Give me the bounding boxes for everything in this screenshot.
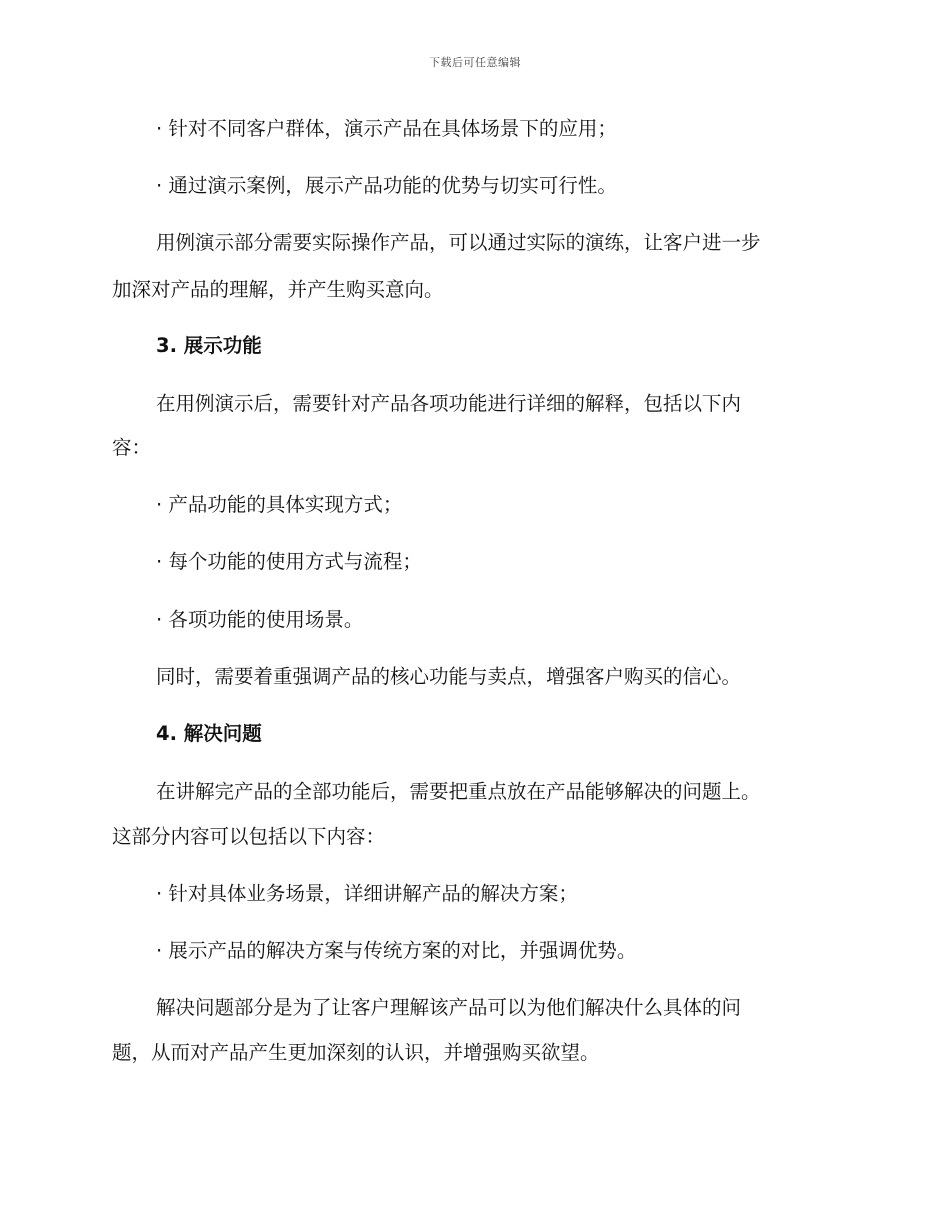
paragraph-line: 在用例演示后，需要针对产品各项功能进行详细的解释，包括以下内 — [156, 392, 742, 415]
paragraph-line: 题，从而对产品产生更加深刻的认识，并增强购买欲望。 — [112, 1041, 600, 1064]
paragraph-line: 加深对产品的理解，并产生购买意向。 — [112, 278, 444, 301]
bullet-item: · 针对具体业务场景，详细讲解产品的解决方案； — [156, 882, 578, 905]
paragraph-line: 同时，需要着重强调产品的核心功能与卖点，增强客户购买的信心。 — [156, 665, 742, 688]
paragraph-line: 在讲解完产品的全部功能后，需要把重点放在产品能够解决的问题上。 — [156, 780, 761, 803]
section-heading: 4. 解决问题 — [156, 722, 262, 745]
bullet-item: · 针对不同客户群体，演示产品在具体场景下的应用； — [156, 117, 617, 140]
page-header: 下载后可任意编辑 — [429, 56, 521, 69]
bullet-item: · 每个功能的使用方式与流程； — [156, 550, 422, 573]
bullet-item: · 产品功能的具体实现方式； — [156, 493, 403, 516]
paragraph-line: 用例演示部分需要实际操作产品，可以通过实际的演练，让客户进一步 — [156, 231, 761, 254]
section-heading: 3. 展示功能 — [156, 334, 262, 357]
paragraph-line: 容： — [112, 436, 152, 459]
paragraph-line: 这部分内容可以包括以下内容： — [112, 825, 386, 848]
bullet-item: · 各项功能的使用场景。 — [156, 608, 364, 631]
bullet-item: · 通过演示案例，展示产品功能的优势与切实可行性。 — [156, 174, 617, 197]
bullet-item: · 展示产品的解决方案与传统方案的对比，并强调优势。 — [156, 939, 637, 962]
paragraph-line: 解决问题部分是为了让客户理解该产品可以为他们解决什么具体的问 — [156, 996, 742, 1019]
